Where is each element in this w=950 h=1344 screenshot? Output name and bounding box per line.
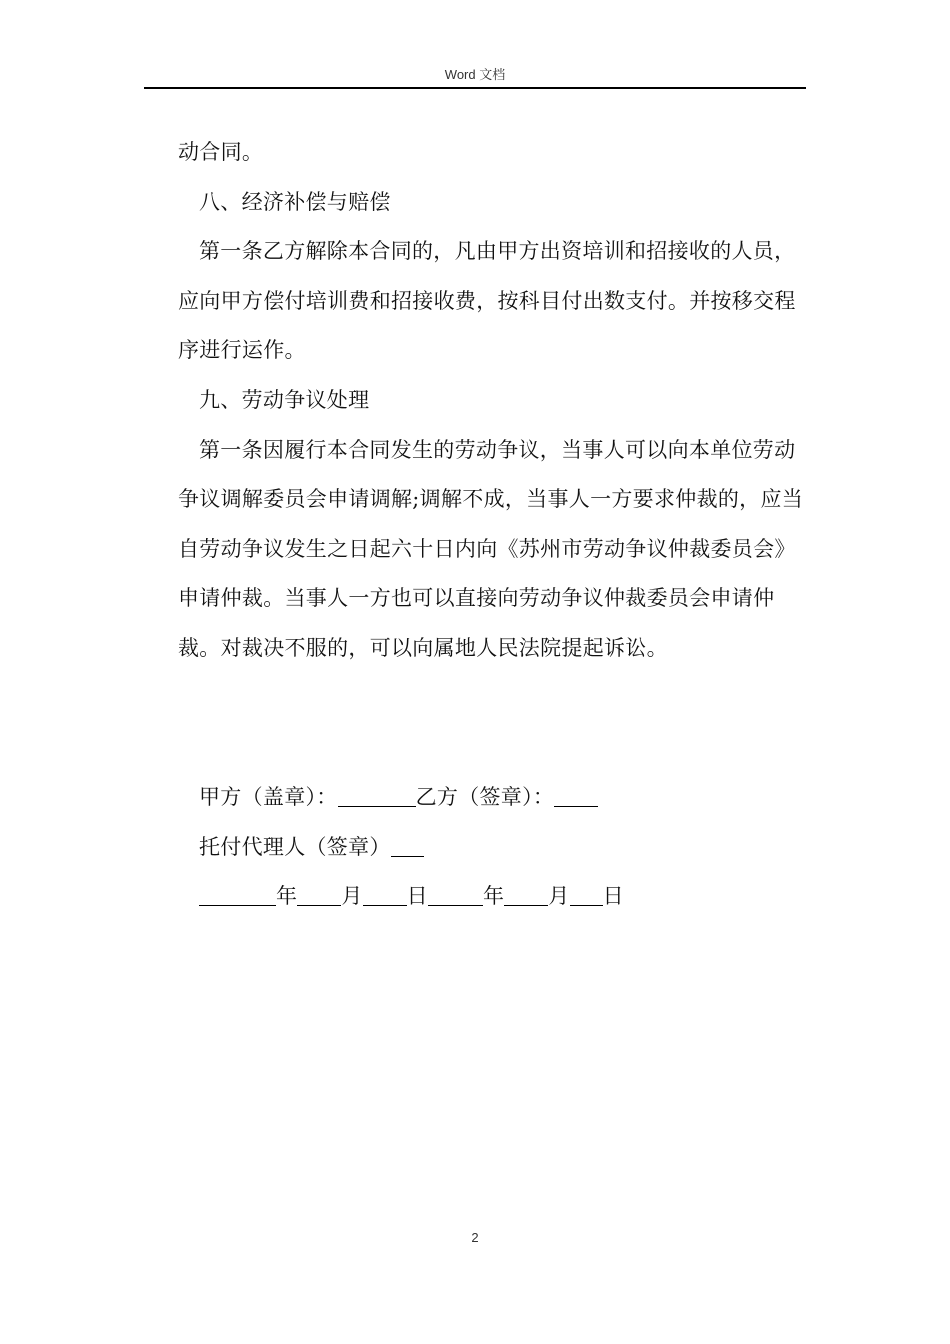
agent-blank bbox=[391, 834, 424, 857]
signature-line-agent bbox=[199, 823, 624, 873]
header-divider bbox=[144, 87, 806, 89]
section-heading-compensation: 八、经济补偿与赔偿 bbox=[199, 189, 391, 214]
signature-line-parties bbox=[199, 773, 624, 823]
page-number: 2 bbox=[471, 1230, 479, 1245]
day-b-label: 日 bbox=[602, 884, 624, 909]
paragraph-dispute-article: 第一条因履行本合同发生的劳动争议，当事人可以向本单位劳动争议调解委员会申请调解;调解不成，当事人一方要求仲裁的，应当自劳动争议发生之日起六十日内向《苏州市劳动争议仲裁委员会》申请仲裁。当事人一方也可以直接向劳动争议仲裁委员会申请仲裁。对裁决不服的，可以向属地人民法院提起诉讼。 bbox=[178, 437, 804, 660]
signature-line-dates bbox=[199, 872, 624, 922]
month-b-blank bbox=[504, 883, 548, 906]
party-b-blank bbox=[554, 784, 598, 807]
day-a-label: 日 bbox=[406, 884, 428, 909]
year-a-label: 年 bbox=[276, 884, 298, 909]
day-b-blank bbox=[570, 883, 603, 906]
month-b-label: 月 bbox=[548, 884, 570, 909]
year-a-blank bbox=[199, 883, 276, 906]
agent-label: 托付代理人（签章） bbox=[199, 834, 391, 859]
party-b-label: 乙方（签章）： bbox=[415, 785, 555, 809]
year-b-blank bbox=[428, 883, 483, 906]
section-heading-dispute: 九、劳动争议处理 bbox=[199, 387, 370, 412]
page-header: Word 文档 bbox=[444, 67, 506, 82]
day-a-blank bbox=[363, 883, 407, 906]
year-b-label: 年 bbox=[482, 884, 505, 909]
month-a-label: 月 bbox=[341, 884, 363, 909]
paragraph-compensation-article: 第一条乙方解除本合同的，凡由甲方出资培训和招接收的人员，应向甲方偿付培训费和招接收费，按科目付出数支付。并按移交程序进行运作。 bbox=[178, 239, 796, 363]
signature-block bbox=[199, 773, 624, 922]
month-a-blank bbox=[297, 883, 341, 906]
document-body bbox=[178, 128, 808, 674]
party-a-blank bbox=[338, 784, 416, 807]
paragraph-continuation: 动合同。 bbox=[178, 140, 264, 164]
party-a-label: 甲方（盖章）： bbox=[199, 785, 338, 809]
